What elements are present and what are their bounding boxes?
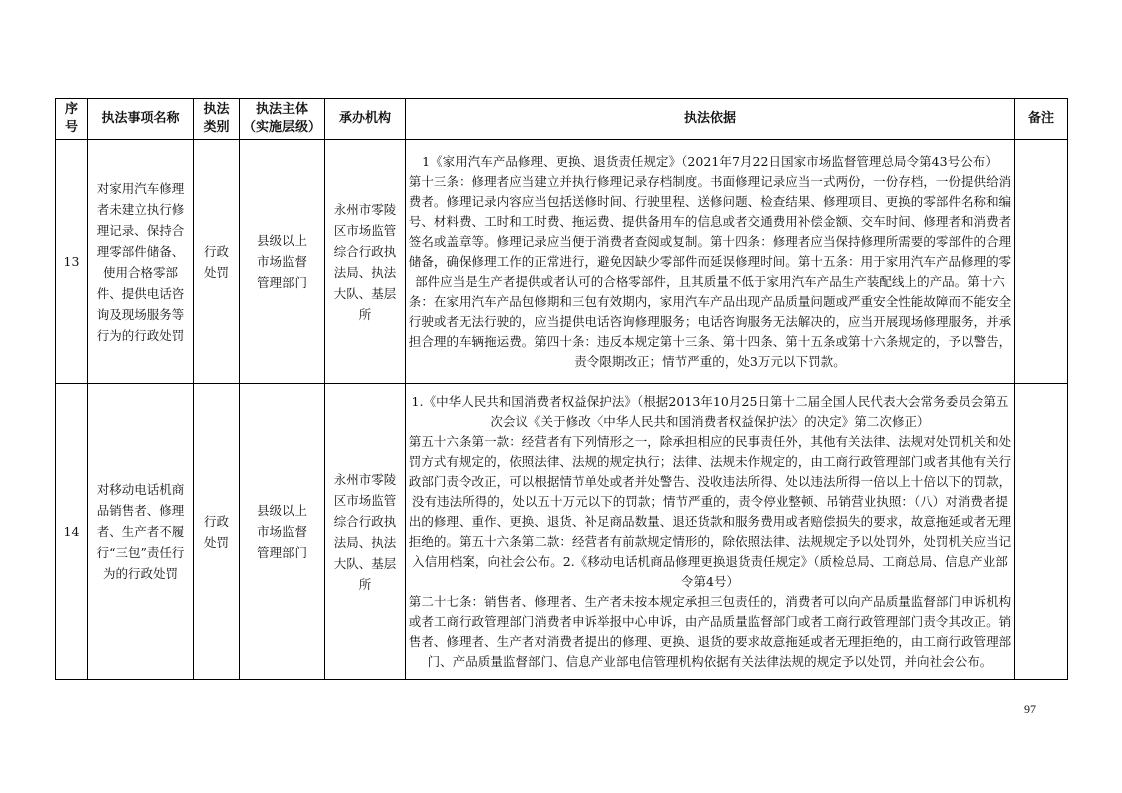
enforcement-items-table [55,98,1068,680]
page-number: 97 [1024,702,1036,716]
row-remarks [1015,140,1068,384]
header-subject: 执法主体 （实施层级） [240,99,325,140]
row-category: 行政处罚 [194,384,240,680]
row-index: 13 [56,140,88,384]
row-category: 行政处罚 [194,140,240,384]
header-organization: 承办机构 [325,99,406,140]
header-index: 序号 [56,99,88,140]
header-category: 执法类别 [194,99,240,140]
row-organization: 永州市零陵区市场监管综合行政执法局、执法大队、基层所 [325,140,406,384]
row-basis [406,384,1015,680]
header-item-name: 执法事项名称 [88,99,194,140]
header-basis: 执法依据 [406,99,1015,140]
row-item-name: 对移动电话机商品销售者、修理者、生产者不履行“三包”责任行为的行政处罚 [88,384,194,680]
row-remarks [1015,384,1068,680]
header-remarks: 备注 [1015,99,1068,140]
table-row [56,384,1068,680]
basis-paragraph: 第二十七条：销售者、修理者、生产者未按本规定承担三包责任的，消费者可以向产品质量监督部门申诉机构或者工商行政管理部门消费者申诉举报中心申诉，由产品质量监督部门或者工商行政管理部门责令其改正。销售者、修理者、生产者对消费者提出的修理、更换、退货的要求故意拖延或者无理拒绝的，由工商行政管理部门、产品质量监督部门、信息产业部电信管理机构依据有关法律法规的规定予以处罚，并向社会公布。 [408,593,1012,669]
table-header-row [56,99,1068,140]
table-row [56,140,1068,384]
row-subject: 县级以上市场监督管理部门 [240,384,325,680]
basis-paragraph: 第十三条：修理者应当建立并执行修理记录存档制度。书面修理记录应当一式两份，一份存档，一份提供给消费者。修理记录内容应当包括送修时间、行驶里程、送修问题、检查结果、修理项目、更换的零部件名称和编号、材料费、工时和工时费、拖运费、提供备用车的信息或者交通费用补偿金额、交车时间、修理者和消费者签名或盖章等。修理记录应当便于消费者查阅或复制。第十四条：修理者应当保持修理所需要的零部件的合理储备，确保修理工作的正常进行，避免因缺少零部件而延误修理时间。第十五条：用于家用汽车产品修理的零部件应当是生产者提供或者认可的合格零部件，且其质量不低于家用汽车产品生产装配线上的产品。第十六条：在家用汽车产品包修期和三包有效期内，家用汽车产品出现产品质量问题或严重安全性能故障而不能安全行驶或者无法行驶的，应当提供电话咨询修理服务；电话咨询服务无法解决的，应当开展现场修理服务，并承担合理的车辆拖运费。第四十条：违反本规定第十三条、第十四条、第十五条或第十六条规定的，予以警告，责令限期改正；情节严重的，处3万元以下罚款。 [408,173,1012,369]
basis-paragraph: 1.《中华人民共和国消费者权益保护法》（根据2013年10月25日第十二届全国人民代表大会常务委员会第五次会议《关于修改〈中华人民共和国消费者权益保护法〉的决定》第二次修正） [411,393,1009,429]
basis-paragraph: 1《家用汽车产品修理、更换、退货责任规定》（2021年7月22日国家市场监督管理总局令第43号公布） [422,153,998,169]
row-subject: 县级以上市场监督管理部门 [240,140,325,384]
row-index: 14 [56,384,88,680]
row-organization: 永州市零陵区市场监管综合行政执法局、执法大队、基层所 [325,384,406,680]
basis-paragraph: 第五十六条第一款：经营者有下列情形之一，除承担相应的民事责任外，其他有关法律、法规对处罚机关和处罚方式有规定的，依照法律、法规的规定执行；法律、法规未作规定的，由工商行政管理部门或者其他有关行政部门责令改正，可以根据情节单处或者并处警告、没收违法所得、处以违法所得一倍以上十倍以下的罚款，没有违法所得的，处以五十万元以下的罚款；情节严重的，责令停业整顿、吊销营业执照：（八）对消费者提出的修理、重作、更换、退货、补足商品数量、退还货款和服务费用或者赔偿损失的要求，故意拖延或者无理拒绝的。第五十六条第二款：经营者有前款规定情形的，除依照法律、法规规定予以处罚外，处罚机关应当记入信用档案，向社会公布。2.《移动电话机商品修理更换退货责任规定》（质检总局、工商总局、信息产业部令第4号） [408,433,1012,589]
row-basis [406,140,1015,384]
row-item-name: 对家用汽车修理者未建立执行修理记录、保持合理零部件储备、使用合格零部件、提供电话咨询及现场服务等行为的行政处罚 [88,140,194,384]
